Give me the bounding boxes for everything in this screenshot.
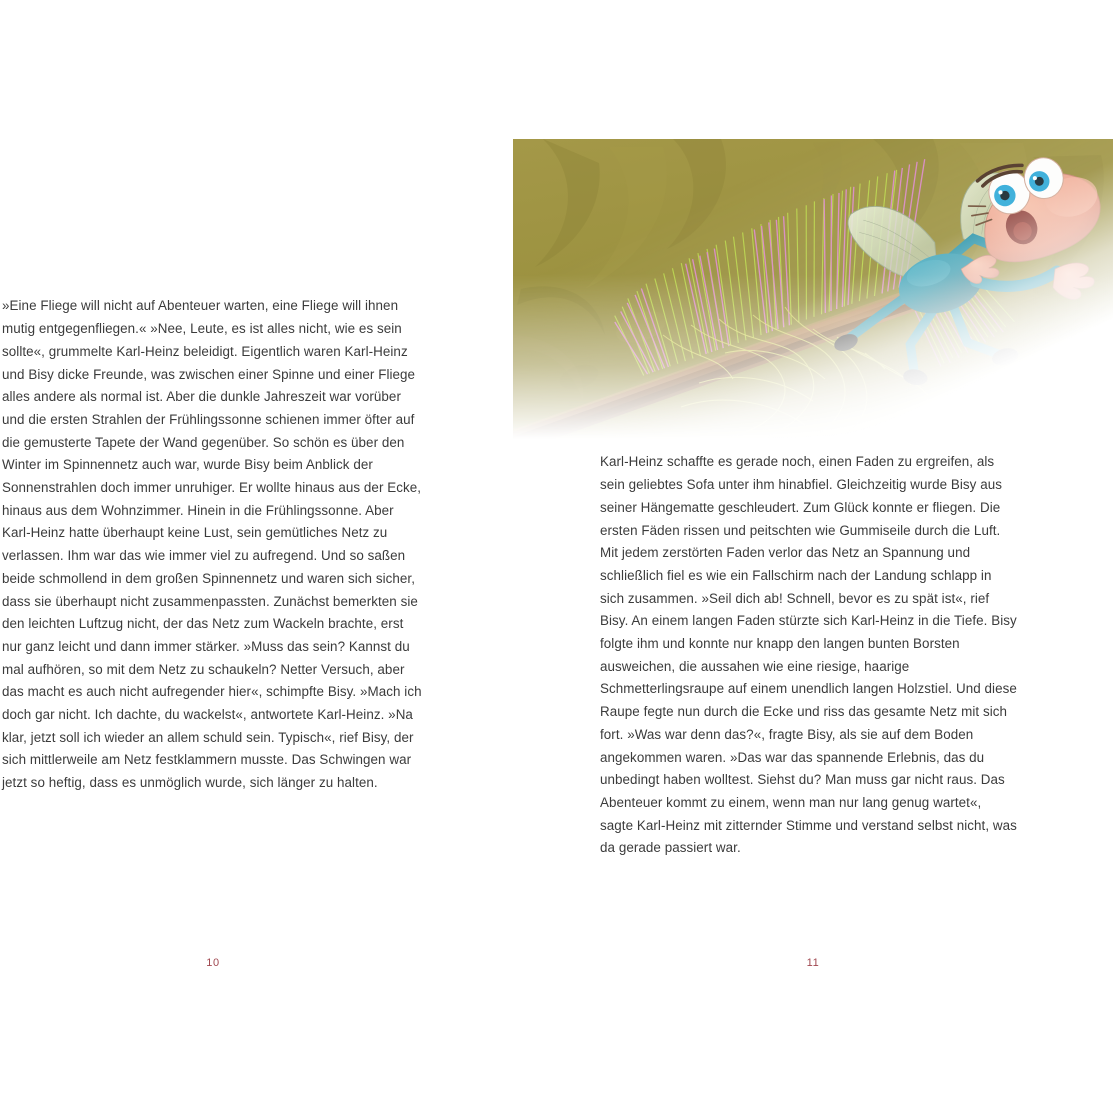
right-page-number: 11 [806,957,820,969]
right-page-body-text: Karl-Heinz schaffte es gerade noch, einen Faden zu ergreifen, als sein geliebtes Sofa unter ihm hinabfiel. Gleichzeitig wurde Bisy aus seiner Hängematte geschleudert. Zum Glück konnte er fliegen. Die ersten Fäden rissen und peitschten wie Gummiseile durch die Luft. Mit jedem zerstörten Faden verlor das Netz an Spannung und schließlich fiel es wie ein Fallschirm nach der Landung schlapp in sich zusammen. »Seil dich ab! Schnell, bevor es zu spät ist«, rief Bisy. An einem langen Faden stürzte sich Karl-Heinz in die Tiefe. Bisy folgte ihm und konnte nur knapp den langen bunten Borsten ausweichen, die aussahen wie eine riesige, haarige Schmetterlingsraupe auf einem unendlich langen Holzstiel. Und diese Raupe fegte nun durch die Ecke und riss das gesamte Netz mit sich fort. »Was war denn das?«, fragte Bisy, als sie auf dem Boden angekommen waren. »Das war das spannende Erlebnis, das du unbedingt haben wolltest. Siehst du? Man muss gar nicht raus. Das Abenteuer kommt zu einem, wenn man nur lang genug wartet«, sagte Karl-Heinz mit zitternder Stimme und verstand selbst nicht, was da gerade passiert war. [600,454,1017,856]
left-page-number: 10 [206,957,220,969]
left-page-body-text: »Eine Fliege will nicht auf Abenteuer warten, eine Fliege will ihnen mutig entgegenfliegen.« »Nee, Leute, es ist alles nicht, wie es sein sollte«, grummelte Karl-Heinz beleidigt. Eigentlich waren Karl-Heinz und Bisy dicke Freunde, was zwischen einer Spinne und einer Fliege alles andere als normal ist. Aber die dunkle Jahreszeit war vorüber und die ersten Strahlen der Frühlingssonne schienen immer öfter auf die gemusterte Tapete der Wand gegenüber. So schön es über den Winter im Spinnennetz auch war, wurde Bisy beim Anblick der Sonnenstrahlen doch immer unruhiger. Er wollte hinaus aus der Ecke, hinaus aus dem Wohnzimmer. Hinein in die Frühlingssonne. Aber Karl-Heinz hatte überhaupt keine Lust, sein gemütliches Netz zu verlassen. Ihm war das wie immer viel zu aufregend. Und so saßen beide schmollend in dem großen Spinnennetz und waren sich sicher, dass sie überhaupt nicht zusammenpassten. Zunächst bemerkten sie den leichten Luftzug nicht, der das Netz zum Wackeln brachte, erst nur ganz leicht und dann immer stärker. »Muss das sein? Kannst du mal aufhören, so mit dem Netz zu schaukeln? Netter Versuch, aber das macht es auch nicht aufregender hier«, schimpfte Bisy. »Mach ich doch gar nicht. Ich dachte, du wackelst«, antwortete Karl-Heinz. »Na klar, jetzt soll ich wieder an allem schuld sein. Typisch«, rief Bisy, der sich mittlerweile am Netz festklammern musste. Das Schwingen war jetzt so heftig, dass es unmöglich wurde, sich länger zu halten. [2,298,422,791]
illustration-artwork [513,139,1113,439]
left-page [2,282,426,808]
right-page [600,438,1018,873]
illustration-fade-bottom [513,139,1113,439]
chapter-illustration [513,139,1113,439]
